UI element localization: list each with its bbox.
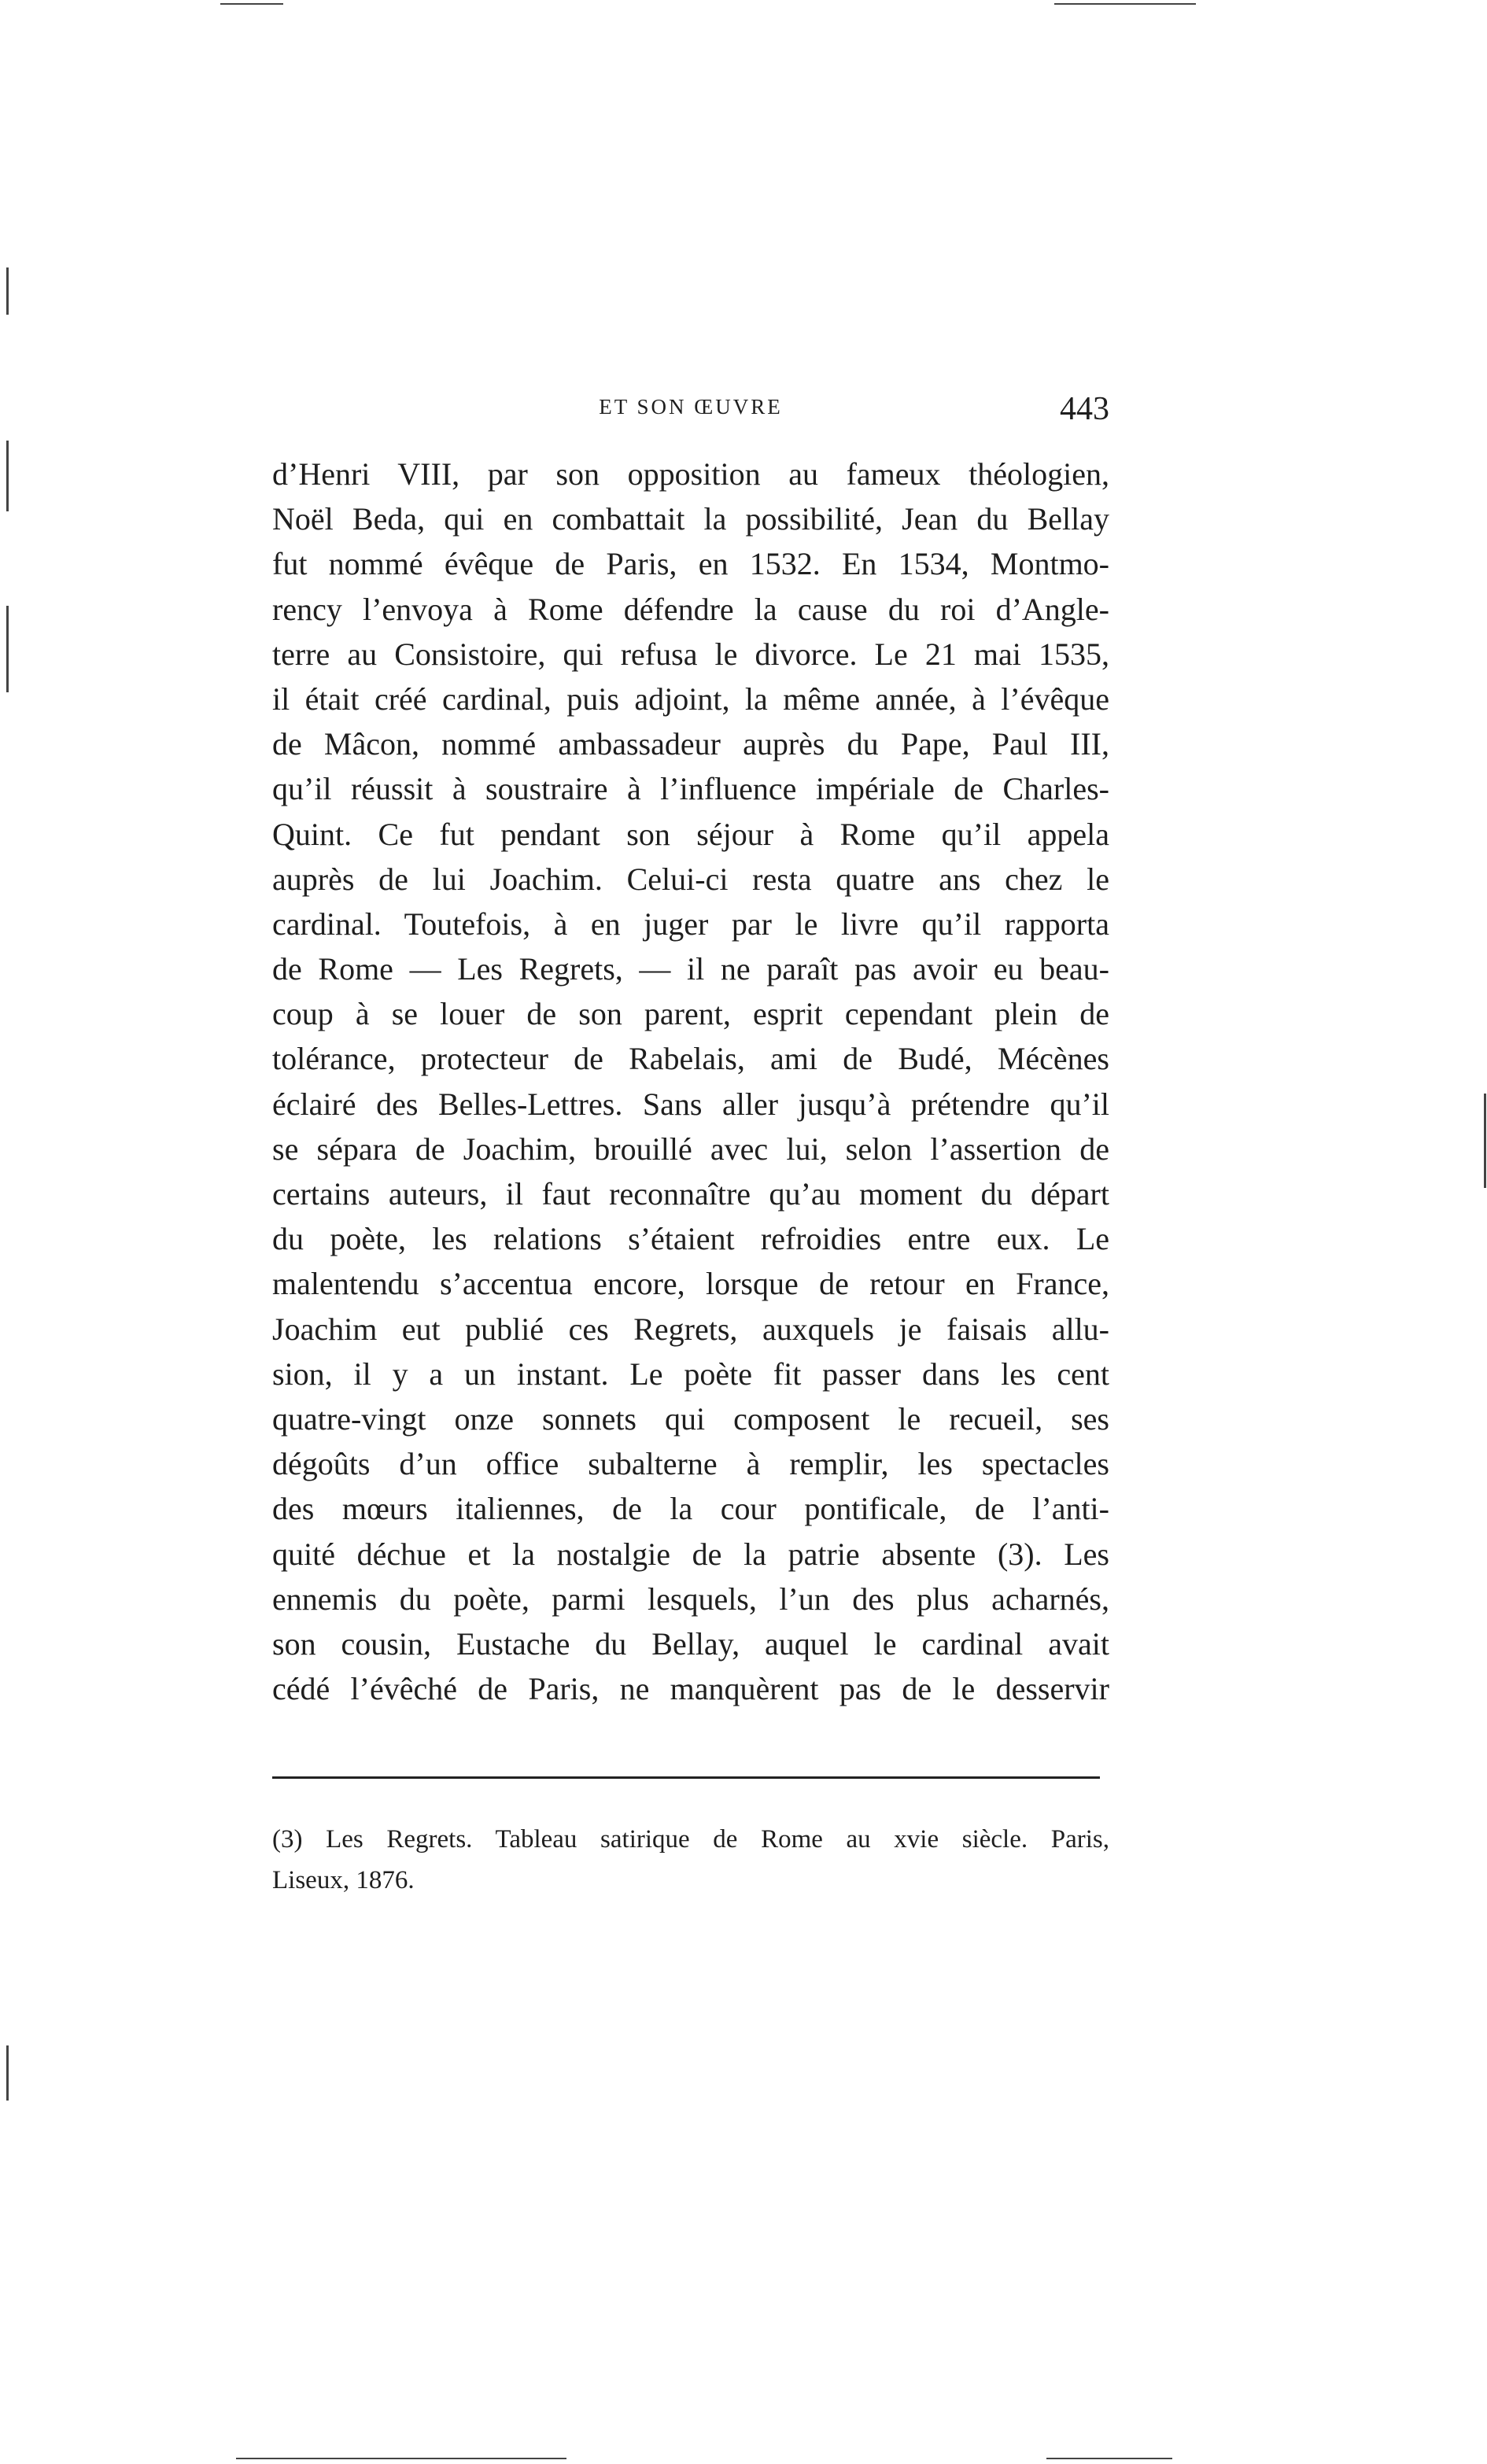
running-head <box>272 390 1109 437</box>
text-line: du poète, les relations s’étaient refroidies entre eux. Le <box>272 1221 1109 1257</box>
footnote-line: (3) Les Regrets. Tableau satirique de Rome au xvie siècle. Paris, <box>272 1825 1109 1854</box>
text-line: ennemis du poète, parmi lesquels, l’un des plus acharnés, <box>272 1581 1109 1617</box>
text-line: se sépara de Joachim, brouillé avec lui, selon l’assertion de <box>272 1131 1109 1167</box>
text-line: de Mâcon, nommé ambassadeur auprès du Pape, Paul III, <box>272 726 1109 762</box>
text-line: tolérance, protecteur de Rabelais, ami de Budé, Mécènes <box>272 1041 1109 1077</box>
left-edge-mark <box>6 267 9 315</box>
top-edge-mark <box>1054 3 1196 5</box>
body-text <box>272 452 1109 1711</box>
text-line: Noël Beda, qui en combattait la possibilité, Jean du Bellay <box>272 501 1109 537</box>
text-line: il était créé cardinal, puis adjoint, la même année, à l’évêque <box>272 681 1109 717</box>
right-edge-mark <box>1484 1094 1486 1188</box>
left-edge-mark <box>6 441 9 511</box>
page-number: 443 <box>1060 391 1109 427</box>
text-line: certains auteurs, il faut reconnaître qu’au moment du départ <box>272 1176 1109 1212</box>
text-line: terre au Consistoire, qui refusa le divorce. Le 21 mai 1535, <box>272 636 1109 672</box>
text-line: malentendu s’accentua encore, lorsque de retour en France, <box>272 1266 1109 1302</box>
text-line: d’Henri VIII, par son opposition au fameux théologien, <box>272 456 1109 492</box>
text-line: des mœurs italiennes, de la cour pontificale, de l’anti- <box>272 1491 1109 1527</box>
text-line: quatre-vingt onze sonnets qui composent le recueil, ses <box>272 1400 1109 1437</box>
text-line: Quint. Ce fut pendant son séjour à Rome qu’il appela <box>272 816 1109 852</box>
footnote-line: Liseux, 1876. <box>272 1866 415 1894</box>
text-line: rency l’envoya à Rome défendre la cause du roi d’Angle- <box>272 591 1109 627</box>
text-line: fut nommé évêque de Paris, en 1532. En 1534, Montmo- <box>272 546 1109 582</box>
text-line: son cousin, Eustache du Bellay, auquel le cardinal avait <box>272 1625 1109 1662</box>
text-line: dégoûts d’un office subalterne à remplir, les spectacles <box>272 1446 1109 1482</box>
text-line: sion, il y a un instant. Le poète fit passer dans les cent <box>272 1356 1109 1392</box>
left-edge-mark <box>6 2045 9 2101</box>
footnote <box>272 1819 1109 1901</box>
text-line: qu’il réussit à soustraire à l’influence impériale de Charles- <box>272 771 1109 807</box>
text-line: éclairé des Belles-Lettres. Sans aller jusqu’à prétendre qu’il <box>272 1086 1109 1122</box>
text-line: de Rome — Les Regrets, — il ne paraît pas avoir eu beau- <box>272 951 1109 987</box>
left-edge-mark <box>6 606 9 692</box>
top-edge-mark <box>220 3 283 5</box>
text-line: cédé l’évêché de Paris, ne manquèrent pas de le desservir <box>272 1671 1109 1707</box>
bottom-edge-mark <box>236 2458 566 2459</box>
running-title: ET SON ŒUVRE <box>599 395 783 419</box>
footnote-rule <box>272 1776 1100 1779</box>
text-line: auprès de lui Joachim. Celui-ci resta quatre ans chez le <box>272 861 1109 897</box>
bottom-edge-mark <box>1046 2458 1172 2459</box>
text-line: Joachim eut publié ces Regrets, auxquels je faisais allu- <box>272 1311 1109 1347</box>
text-line: cardinal. Toutefois, à en juger par le livre qu’il rapporta <box>272 906 1109 942</box>
text-line: quité déchue et la nostalgie de la patrie absente (3). Les <box>272 1536 1109 1572</box>
text-line: coup à se louer de son parent, esprit cependant plein de <box>272 996 1109 1032</box>
